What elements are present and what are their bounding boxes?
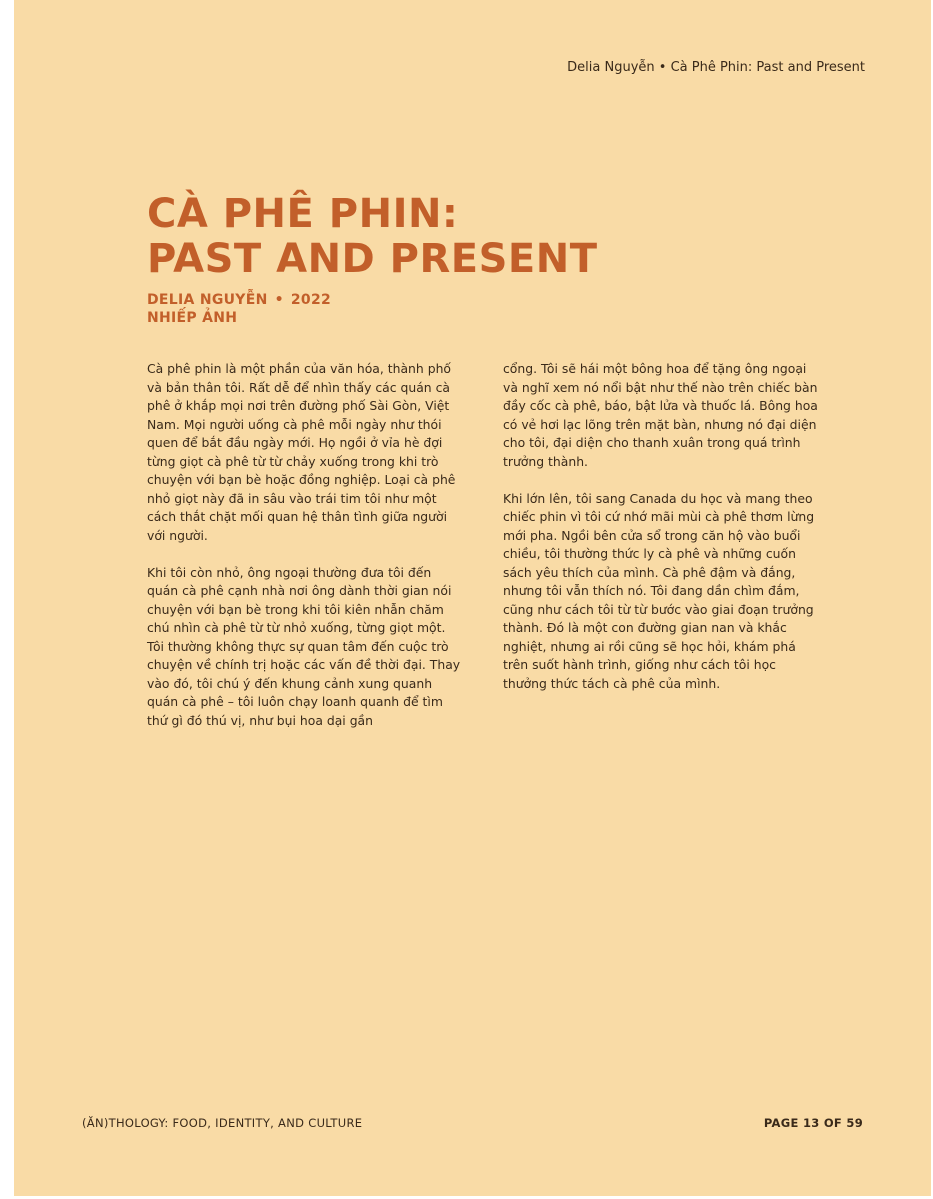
title-line-1: CÀ PHÊ PHIN: — [147, 191, 459, 237]
byline — [147, 291, 331, 327]
document-page — [14, 0, 931, 1196]
publication-year: 2022 — [290, 292, 332, 308]
running-head: Delia Nguyễn • Cà Phê Phin: Past and Present — [567, 60, 865, 75]
paragraph: Khi tôi còn nhỏ, ông ngoại thường đưa tôi đến quán cà phê cạnh nhà nơi ông dành thời gian nói chuyện với bạn bè trong khi tôi kiên nhẫn chăm chú nhìn cà phê từ từ nhỏ xuống, từng giọt một. Tôi thường không thực sự quan tâm đến cuộc trò chuyện về chính trị hoặc các vấn đề thời đại. Thay vào đó, tôi chú ý đến khung cảnh xung quanh quán cà phê – tôi luôn chạy loanh quanh để tìm thứ gì đó thú vị, như bụi hoa dại gần — [147, 564, 461, 728]
title-line-2: PAST AND PRESENT — [147, 236, 598, 282]
publication-footer: (ĂN)THOLOGY: FOOD, IDENTITY, AND CULTURE — [82, 1116, 363, 1130]
paragraph: Khi lớn lên, tôi sang Canada du học và mang theo chiếc phin vì tôi cứ nhớ mãi mùi cà phê thơm lừng mới pha. Ngồi bên cửa sổ trong căn hộ vào buổi chiều, tôi thường thức ly cà phê và những cuốn sách yêu thích của mình. Cà phê đậm và đắng, nhưng tôi vẫn thích nó. Tôi đang dần chìm đắm, cũng như cách tôi từ từ bước vào giai đoạn trưởng thành. Đó là một con đường gian nan và khắc nghiệt, nhưng ai rồi cũng sẽ học hỏi, khám phá trên suốt hành trình, giống như cách tôi học thưởng thức tách cà phê của mình. — [503, 490, 815, 691]
author-year — [147, 291, 331, 309]
article-title — [147, 192, 598, 282]
byline-separator: • — [274, 292, 284, 308]
page-number: PAGE 13 OF 59 — [763, 1116, 863, 1130]
paragraph: cổng. Tôi sẽ hái một bông hoa để tặng ông ngoại và nghĩ xem nó nổi bật như thế nào trên chiếc bàn đầy cốc cà phê, báo, bật lửa và thuốc lá. Bông hoa có vẻ hơi lạc lõng trên mặt bàn, nhưng nó đại diện cho tôi, đại diện cho thanh xuân trong quá trình trưởng thành. — [503, 361, 818, 469]
medium-label: NHIẾP ẢNH — [147, 310, 238, 326]
paragraph: Cà phê phin là một phần của văn hóa, thành phố và bản thân tôi. Rất dễ để nhìn thấy các quán cà phê ở khắp mọi nơi trên đường phố Sài Gòn, Việt Nam. Mọi người uống cà phê mỗi ngày như thói quen để bắt đầu ngày mới. Họ ngồi ở vỉa hè đợi từng giọt cà phê từ từ chảy xuống trong khi trò chuyện với bạn bè hoặc đồng nghiệp. Loại cà phê nhỏ giọt này đã in sâu vào trái tim tôi như một cách thắt chặt mối quan hệ thân tình giữa người với người. — [147, 361, 456, 543]
body-column-left — [147, 360, 462, 749]
author-name: DELIA NGUYỄN — [147, 292, 268, 308]
body-column-right — [503, 360, 818, 712]
